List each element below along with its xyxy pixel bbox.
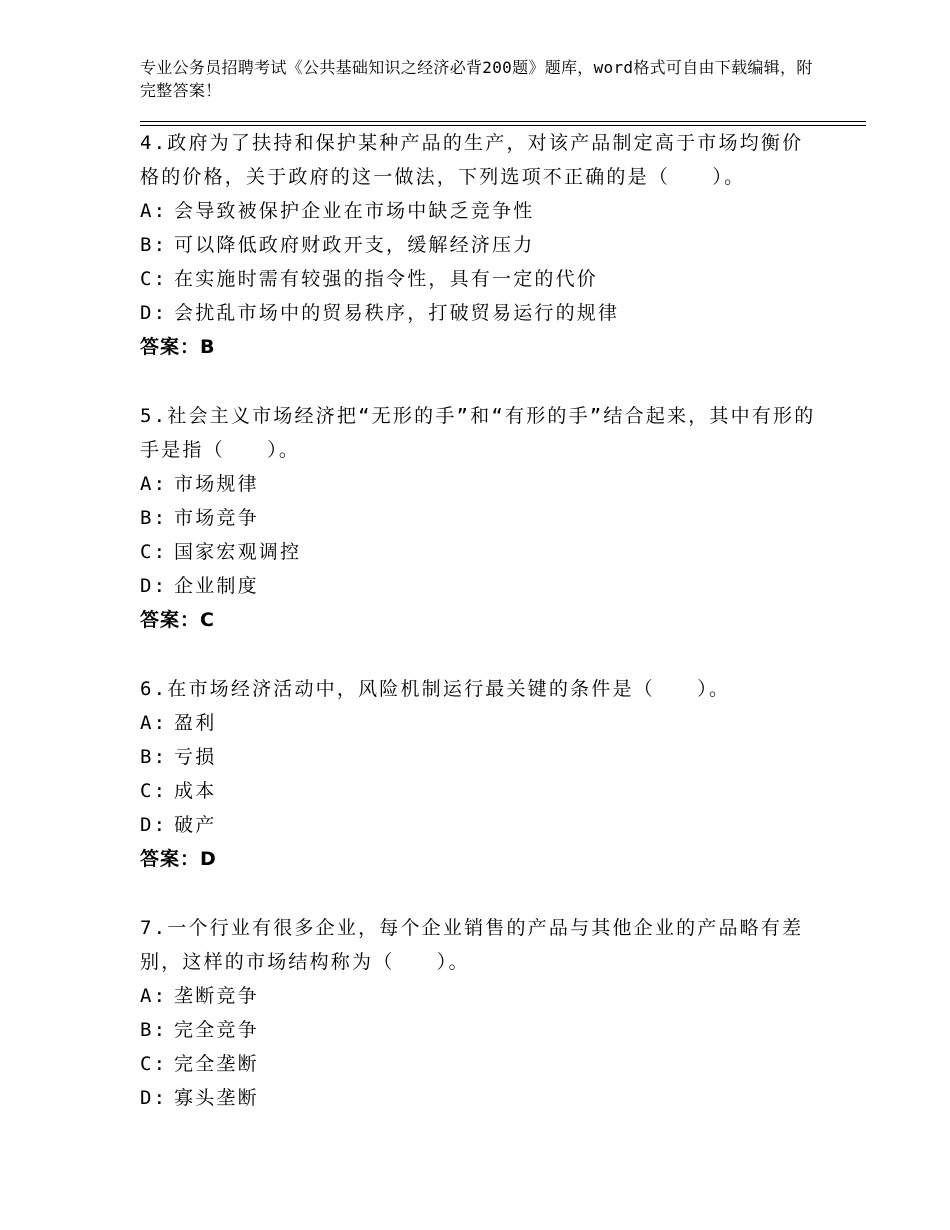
- document-header: 专业公务员招聘考试《公共基础知识之经济必背200题》题库，word格式可自由下载编辑，附完整答案！: [140, 58, 813, 100]
- option-text: 企业制度: [174, 575, 259, 597]
- answer-label: 答案：C: [140, 609, 215, 631]
- option-text: 破产: [174, 814, 217, 836]
- option-text: 垄断竞争: [174, 985, 259, 1007]
- option-text: 市场竞争: [174, 507, 259, 529]
- option-letter: B:: [140, 746, 168, 768]
- option-d: [140, 808, 820, 842]
- option-text: 亏损: [174, 746, 217, 768]
- option-c: [140, 535, 820, 569]
- option-a: [140, 979, 820, 1013]
- option-c: [140, 262, 820, 296]
- question-stem: 5.社会主义市场经济把“无形的手”和“有形的手”结合起来，其中有形的手是指（ ）。: [140, 405, 816, 461]
- option-c: [140, 1047, 820, 1081]
- option-text: 成本: [174, 780, 217, 802]
- question-stem: 4.政府为了扶持和保护某种产品的生产，对该产品制定高于市场均衡价格的价格，关于政府的这一做法，下列选项不正确的是（ ）。: [140, 132, 804, 188]
- option-text: 完全竞争: [174, 1019, 259, 1041]
- option-letter: C:: [140, 268, 168, 290]
- option-letter: A:: [140, 200, 168, 222]
- option-text: 市场规律: [174, 473, 259, 495]
- option-letter: D:: [140, 1087, 168, 1109]
- option-letter: D:: [140, 575, 168, 597]
- option-d: [140, 296, 820, 330]
- question-stem: 6.在市场经济活动中，风险机制运行最关键的条件是（ ）。: [140, 678, 731, 700]
- answer-label: 答案：D: [140, 848, 217, 870]
- option-b: [140, 1013, 820, 1047]
- question-7: [140, 911, 820, 1115]
- option-a: [140, 467, 820, 501]
- header-divider-top: [140, 121, 866, 122]
- option-text: 完全垄断: [174, 1053, 259, 1075]
- question-4: [140, 126, 820, 364]
- option-letter: D:: [140, 302, 168, 324]
- answer-label: 答案：B: [140, 336, 216, 358]
- question-6: [140, 672, 820, 876]
- option-text: 盈利: [174, 712, 217, 734]
- option-letter: B:: [140, 1019, 168, 1041]
- option-a: [140, 194, 820, 228]
- option-text: 国家宏观调控: [174, 541, 302, 563]
- option-letter: A:: [140, 712, 168, 734]
- option-letter: A:: [140, 473, 168, 495]
- option-b: [140, 740, 820, 774]
- option-text: 在实施时需有较强的指令性，具有一定的代价: [174, 268, 599, 290]
- option-letter: C:: [140, 541, 168, 563]
- option-letter: C:: [140, 780, 168, 802]
- option-a: [140, 706, 820, 740]
- question-5: [140, 399, 820, 637]
- option-text: 寡头垄断: [174, 1087, 259, 1109]
- option-c: [140, 774, 820, 808]
- option-d: [140, 1081, 820, 1115]
- option-letter: B:: [140, 234, 168, 256]
- option-b: [140, 228, 820, 262]
- option-text: 会扰乱市场中的贸易秩序，打破贸易运行的规律: [174, 302, 620, 324]
- option-d: [140, 569, 820, 603]
- option-letter: C:: [140, 1053, 168, 1075]
- option-letter: A:: [140, 985, 168, 1007]
- option-letter: D:: [140, 814, 168, 836]
- option-text: 可以降低政府财政开支，缓解经济压力: [174, 234, 535, 256]
- question-stem: 7.一个行业有很多企业，每个企业销售的产品与其他企业的产品略有差别，这样的市场结构称为（ ）。: [140, 917, 804, 973]
- option-text: 会导致被保护企业在市场中缺乏竞争性: [174, 200, 535, 222]
- option-b: [140, 501, 820, 535]
- option-letter: B:: [140, 507, 168, 529]
